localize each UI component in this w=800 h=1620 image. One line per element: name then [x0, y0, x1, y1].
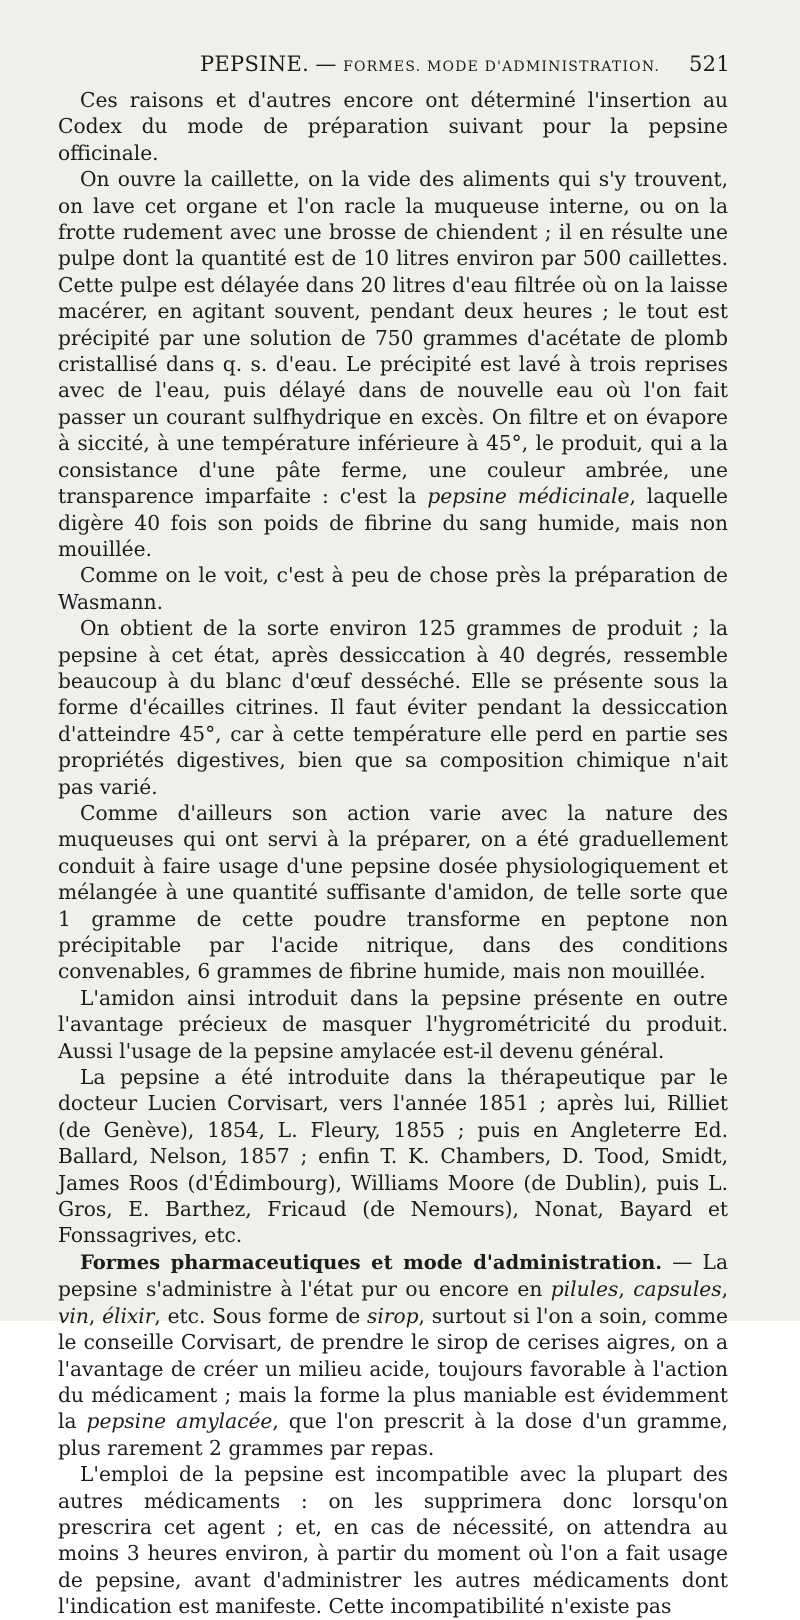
paragraph-formes	[58, 1249, 728, 1461]
term-elixir: élixir	[102, 1303, 155, 1328]
paragraph-6: L'amidon ainsi introduit dans la pepsine présente en outre l'avantage précieux de masquer l'hygrométricité du produit. Aussi l'usage de la pepsine amylacée est-il devenu général.	[58, 985, 728, 1063]
formes-text-5: , etc. Sous forme de	[154, 1303, 367, 1328]
paragraph-2	[58, 166, 728, 562]
formes-text-1: La pepsine s'administre à l'état pur ou encore en	[58, 1249, 728, 1302]
body-text	[58, 87, 728, 1620]
page-number: 521	[689, 52, 730, 76]
term-pilules: pilules	[550, 1277, 619, 1302]
paragraph-9: L'emploi de la pepsine est incompatible avec la plupart des autres médicaments : on les supprimera donc lorsqu'on prescrira cet agent ; et, en cas de nécessité, on attendra au moins 3 heures environ, à partir du moment où l'on a fait usage de pepsine, avant d'administrer les autres médicaments dont l'indication est manifeste. Cette incompatibilité n'existe pas	[58, 1462, 728, 1619]
term-pepsine-medicinale: pepsine médicinale	[427, 484, 630, 509]
formes-text-6: , surtout si l'on a soin, comme le conseille Corvisart, de prendre le sirop de cerises aigres, on a l'avantage de créer un milieu acide, toujours favorable à l'action du médicament ; mais la forme la plus maniable est évidemment la	[58, 1303, 728, 1434]
heading-dash: —	[662, 1249, 703, 1274]
formes-text-3: ,	[721, 1277, 728, 1302]
running-title	[200, 52, 660, 76]
running-title-separator: —	[315, 52, 337, 76]
paragraph-3: Comme on le voit, c'est à peu de chose près la préparation de Wasmann.	[58, 563, 728, 614]
formes-text-4: ,	[88, 1303, 103, 1328]
term-pepsine-amylacee: pepsine amylacée	[86, 1409, 273, 1434]
term-sirop: sirop	[367, 1303, 419, 1328]
paragraph-7: La pepsine a été introduite dans la thérapeutique par le docteur Lucien Corvisart, vers l'année 1851 ; après lui, Rilliet (de Genève), 1854, L. Fleury, 1855 ; puis en Angleterre Ed. Ballard, Nelson, 1857 ; enfin T. K. Chambers, D. Tood, Smidt, James Roos (d'Édimbourg), Williams Moore (de Dublin), puis L. Gros, E. Barthez, Fricaud (de Nemours), Nonat, Bayard et Fonssagrives, etc.	[58, 1065, 728, 1248]
section-heading: Formes pharmaceutiques et mode d'administration.	[80, 1250, 663, 1274]
paragraph-2-part-1: On ouvre la caillette, on la vide des aliments qui s'y trouvent, on lave cet organe et l'on racle la muqueuse interne, ou on la frotte rudement avec une brosse de chiendent ; il en résulte une pulpe dont la quantité est de 10 litres environ par 500 caillettes. Cette pulpe est délayée dans 20 litres d'eau filtrée où on la laisse macérer, en agitant souvent, pendant deux heures ; le tout est précipité par une solution de 750 grammes d'acétate de plomb cristallisé dans q. s. d'eau. Le précipité est lavé à trois reprises avec de l'eau, puis délayé dans de nouvelle eau où l'on fait passer un courant sulfhydrique en excès. On filtre et on évapore à siccité, à une température inférieure à 45°, le produit, qui a la consistance d'une pâte ferme, une couleur ambrée, une transparence imparfaite : c'est la	[58, 167, 728, 509]
running-title-subtitle: FORMES. MODE D'ADMINISTRATION.	[343, 59, 661, 75]
paragraph-5: Comme d'ailleurs son action varie avec la nature des muqueuses qui ont servi à la préparer, on a été graduellement conduit à faire usage d'une pepsine dosée physiologiquement et mélangée à une quantité suffisante d'amidon, de telle sorte que 1 gramme de cette poudre transforme en peptone non précipitable par l'acide nitrique, dans des conditions convenables, 6 grammes de fibrine humide, mais non mouillée.	[58, 800, 728, 984]
paragraph-4: On obtient de la sorte environ 125 grammes de produit ; la pepsine à cet état, après dessiccation à 40 degrés, ressemble beaucoup à du blanc d'œuf desséché. Elle se présente sous la forme d'écailles citrines. Il faut éviter pendant la dessiccation d'atteindre 45°, car à cette température elle perd en partie ses propriétés digestives, bien que sa composition chimique n'ait pas varié.	[58, 616, 728, 799]
running-title-main: PEPSINE.	[200, 52, 310, 76]
paragraph-2-part-2: , laquelle digère 40 fois son poids de fibrine du sang humide, mais non mouillée.	[58, 484, 728, 561]
paragraph-1: Ces raisons et d'autres encore ont déterminé l'insertion au Codex du mode de préparation suivant pour la pepsine officinale.	[58, 88, 728, 165]
term-capsules: capsules	[633, 1277, 722, 1302]
term-vin: vin	[58, 1303, 89, 1328]
formes-text-7: , que l'on prescrit à la dose d'un gramme, plus rarement 2 grammes par repas.	[58, 1409, 728, 1460]
formes-text-2: ,	[618, 1277, 634, 1302]
running-header	[60, 52, 730, 82]
